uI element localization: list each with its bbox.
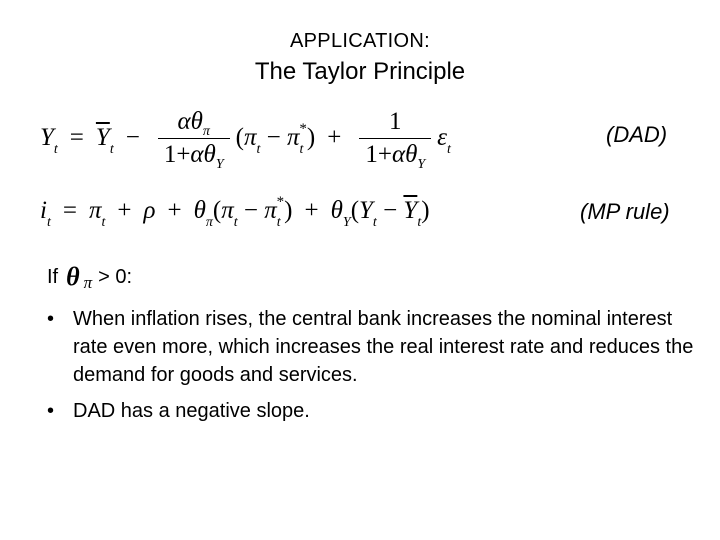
dad-equation-tag: (DAD) [606, 122, 668, 147]
condition-suffix: > 0: [98, 265, 133, 288]
theta-symbol: θ [66, 262, 80, 291]
pi-subscript: π [83, 273, 93, 292]
bullet-text: When inflation rises, the central bank increases the nominal interest rate even more, which increases the real interest rate and reduces the demand for goods and services. [73, 308, 694, 386]
slide-subtitle: APPLICATION: [290, 30, 430, 52]
bullet-list [47, 305, 707, 433]
bullet-item [47, 397, 707, 425]
bullet-marker: • [47, 400, 55, 422]
mp-rule-equation-tag: (MP rule) [580, 199, 670, 224]
slide-title: The Taylor Principle [254, 58, 466, 85]
condition-prefix: If [47, 265, 59, 288]
dad-equation: $Y_t$ = $\overline{Y}_t$ − $\frac{\alpha\theta_\pi}{1+\alpha\theta_Y}$ $(\pi_t - \pi_t^*)$ + $\frac{1}{1+\alpha\theta_Y}$ $\varepsilon_t$ [40, 107, 451, 172]
mp-rule-equation: $i_t$ = $\pi_t$ + ρ + $\theta_\pi$ $(\pi_t - \pi_t^*)$ + $\theta_Y$ $(Y_t - \overline{Y}_t)$ [40, 194, 430, 230]
bullet-marker: • [47, 308, 55, 330]
bullet-text: DAD has a negative slope. [73, 400, 310, 422]
bullet-item [47, 305, 707, 389]
condition-line [47, 262, 132, 292]
